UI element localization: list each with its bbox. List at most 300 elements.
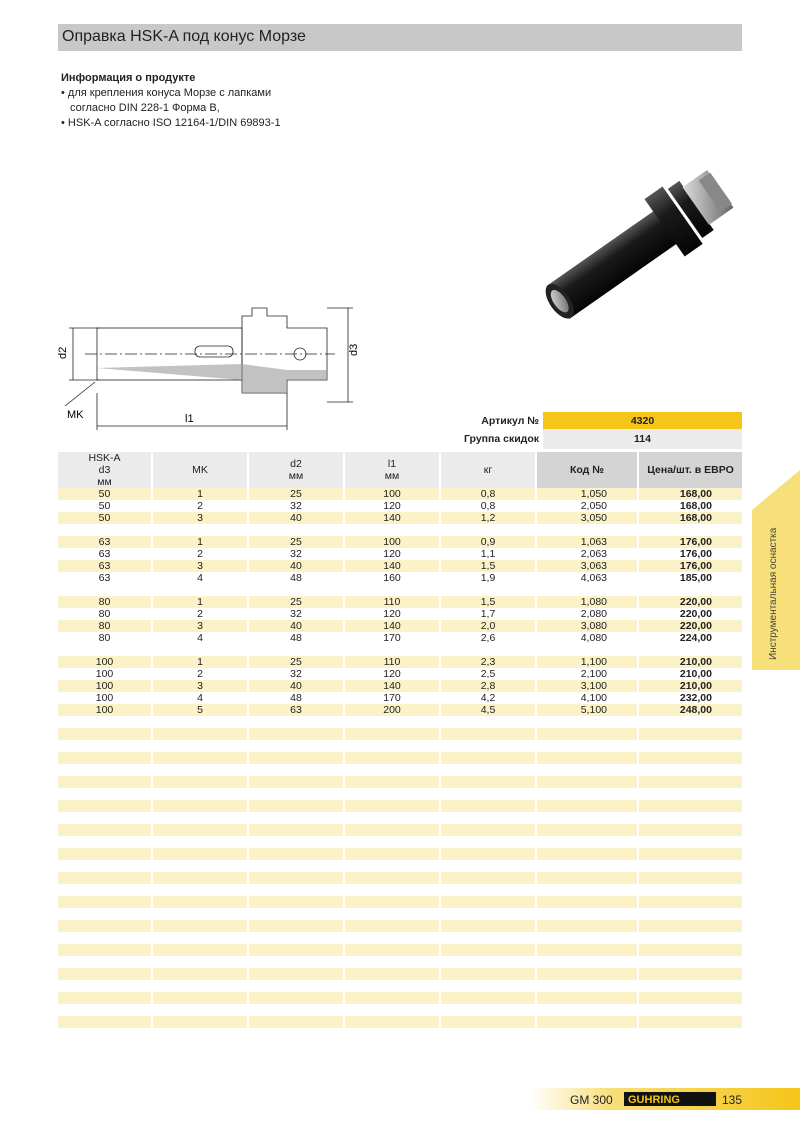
- cell-empty: [638, 884, 742, 896]
- cell-d3: 50: [58, 488, 152, 500]
- cell-empty: [58, 920, 152, 932]
- cell-kg: 1,9: [440, 572, 536, 584]
- cell-empty: [58, 944, 152, 956]
- cell-empty: [248, 944, 344, 956]
- cell-empty: [536, 992, 638, 1004]
- cell-empty: [440, 992, 536, 1004]
- cell-empty: [152, 872, 248, 884]
- cell-empty: [638, 932, 742, 944]
- cell-d2: 40: [248, 620, 344, 632]
- cell-empty: [344, 788, 440, 800]
- cell-empty: [344, 968, 440, 980]
- table-row: [58, 848, 742, 860]
- cell-empty: [344, 836, 440, 848]
- table-row: [58, 728, 742, 740]
- table-row: [58, 740, 742, 752]
- cell-price: 220,00: [638, 608, 742, 620]
- cell-price: 248,00: [638, 704, 742, 716]
- table-row: [58, 572, 742, 584]
- cell-l1: 170: [344, 692, 440, 704]
- cell-empty: [440, 752, 536, 764]
- cell-d2: 25: [248, 488, 344, 500]
- side-tab: [752, 470, 800, 670]
- cell-empty: [152, 824, 248, 836]
- cell-mk: 5: [152, 704, 248, 716]
- cell-empty: [536, 812, 638, 824]
- table-row: [58, 608, 742, 620]
- cell-empty: [248, 836, 344, 848]
- cell-empty: [440, 980, 536, 992]
- table-row: [58, 1016, 742, 1028]
- cell-empty: [536, 872, 638, 884]
- table-row: [58, 872, 742, 884]
- cell-empty: [440, 728, 536, 740]
- table-row: [58, 992, 742, 1004]
- cell-empty: [638, 716, 742, 728]
- cell-empty: [638, 860, 742, 872]
- cell-l1: 140: [344, 680, 440, 692]
- cell-code: 3,080: [536, 620, 638, 632]
- cell-empty: [440, 716, 536, 728]
- cell-code: 1,080: [536, 596, 638, 608]
- cell-empty: [536, 956, 638, 968]
- cell-empty: [536, 836, 638, 848]
- article-block: [440, 412, 742, 449]
- cell-empty: [536, 800, 638, 812]
- title-bar: [58, 24, 742, 51]
- cell-empty: [58, 644, 152, 656]
- cell-empty: [58, 728, 152, 740]
- cell-kg: 2,3: [440, 656, 536, 668]
- cell-empty: [536, 908, 638, 920]
- table-row: [58, 908, 742, 920]
- cell-empty: [152, 956, 248, 968]
- cell-empty: [344, 812, 440, 824]
- brand-logo: GUHRING: [628, 1094, 680, 1106]
- cell-empty: [58, 764, 152, 776]
- cell-d3: 100: [58, 668, 152, 680]
- cell-price: 224,00: [638, 632, 742, 644]
- cell-d3: 100: [58, 704, 152, 716]
- cell-empty: [440, 800, 536, 812]
- cell-empty: [248, 824, 344, 836]
- cell-empty: [248, 848, 344, 860]
- table-row: [58, 560, 742, 572]
- cell-l1: 140: [344, 560, 440, 572]
- table-row: [58, 944, 742, 956]
- cell-empty: [152, 896, 248, 908]
- cell-empty: [536, 752, 638, 764]
- cell-empty: [638, 812, 742, 824]
- spec-table: [58, 452, 742, 1028]
- cell-empty: [638, 740, 742, 752]
- cell-price: 210,00: [638, 656, 742, 668]
- cell-empty: [58, 1004, 152, 1016]
- cell-empty: [248, 776, 344, 788]
- table-row: [58, 1004, 742, 1016]
- table-header: [58, 452, 742, 488]
- cell-empty: [58, 812, 152, 824]
- col-price: Цена/шт. в ЕВРО: [638, 452, 742, 488]
- cell-empty: [440, 944, 536, 956]
- cell-mk: 3: [152, 512, 248, 524]
- cell-empty: [344, 872, 440, 884]
- cell-empty: [58, 740, 152, 752]
- cell-mk: 1: [152, 656, 248, 668]
- cell-kg: 1,1: [440, 548, 536, 560]
- cell-empty: [248, 644, 344, 656]
- cell-empty: [58, 968, 152, 980]
- cell-empty: [536, 764, 638, 776]
- cell-empty: [344, 848, 440, 860]
- table-row: [58, 536, 742, 548]
- col-l1: l1 мм: [344, 452, 440, 488]
- cell-code: 2,063: [536, 548, 638, 560]
- side-tab-label: Инструментальная оснастка: [768, 527, 779, 660]
- cell-d3: 63: [58, 572, 152, 584]
- cell-empty: [58, 980, 152, 992]
- cell-price: 232,00: [638, 692, 742, 704]
- cell-empty: [58, 956, 152, 968]
- info-line: • HSK-A согласно ISO 12164-1/DIN 69893-1: [61, 117, 281, 129]
- cell-empty: [248, 968, 344, 980]
- table-row: [58, 800, 742, 812]
- cell-code: 2,050: [536, 500, 638, 512]
- cell-empty: [344, 932, 440, 944]
- table-row: [58, 644, 742, 656]
- cell-empty: [58, 860, 152, 872]
- cell-l1: 120: [344, 608, 440, 620]
- table-row: [58, 836, 742, 848]
- cell-empty: [536, 848, 638, 860]
- table-row: [58, 632, 742, 644]
- dim-mk: MK: [67, 409, 84, 421]
- cell-empty: [536, 824, 638, 836]
- table-row: [58, 512, 742, 524]
- cell-price: 176,00: [638, 560, 742, 572]
- cell-empty: [152, 980, 248, 992]
- table-row: [58, 824, 742, 836]
- cell-empty: [152, 740, 248, 752]
- cell-empty: [344, 896, 440, 908]
- cell-empty: [638, 992, 742, 1004]
- cell-empty: [248, 1016, 344, 1028]
- cell-empty: [638, 584, 742, 596]
- cell-empty: [344, 752, 440, 764]
- cell-empty: [536, 932, 638, 944]
- cell-empty: [152, 1016, 248, 1028]
- cell-empty: [440, 740, 536, 752]
- cell-code: 1,063: [536, 536, 638, 548]
- cell-empty: [638, 788, 742, 800]
- cell-empty: [536, 716, 638, 728]
- cell-empty: [58, 788, 152, 800]
- cell-empty: [58, 752, 152, 764]
- table-row: [58, 884, 742, 896]
- page-footer: [530, 1088, 800, 1110]
- cell-empty: [344, 716, 440, 728]
- cell-d3: 80: [58, 608, 152, 620]
- cell-code: 4,080: [536, 632, 638, 644]
- cell-d2: 40: [248, 680, 344, 692]
- cell-kg: 0,8: [440, 500, 536, 512]
- table-row: [58, 596, 742, 608]
- cell-d2: 40: [248, 512, 344, 524]
- cell-empty: [58, 1016, 152, 1028]
- cell-price: 220,00: [638, 620, 742, 632]
- col-mk: MK: [152, 452, 248, 488]
- cell-empty: [248, 1004, 344, 1016]
- cell-d2: 40: [248, 560, 344, 572]
- cell-empty: [440, 824, 536, 836]
- cell-empty: [152, 1004, 248, 1016]
- cell-l1: 140: [344, 512, 440, 524]
- cell-mk: 2: [152, 500, 248, 512]
- cell-l1: 170: [344, 632, 440, 644]
- cell-empty: [440, 872, 536, 884]
- info-line: • для крепления конуса Морзе с лапками: [61, 87, 272, 99]
- cell-empty: [58, 836, 152, 848]
- page-number: 135: [722, 1093, 743, 1107]
- product-info: [61, 71, 281, 131]
- table-row: [58, 620, 742, 632]
- cell-kg: 4,5: [440, 704, 536, 716]
- cell-price: 176,00: [638, 536, 742, 548]
- cell-l1: 200: [344, 704, 440, 716]
- cell-d3: 80: [58, 596, 152, 608]
- cell-kg: 1,5: [440, 560, 536, 572]
- cell-empty: [248, 764, 344, 776]
- cell-empty: [248, 920, 344, 932]
- cell-empty: [638, 800, 742, 812]
- cell-mk: 4: [152, 692, 248, 704]
- cell-d3: 100: [58, 692, 152, 704]
- cell-empty: [152, 848, 248, 860]
- cell-empty: [344, 956, 440, 968]
- cell-d2: 48: [248, 632, 344, 644]
- cell-price: 220,00: [638, 596, 742, 608]
- table-row: [58, 704, 742, 716]
- cell-code: 4,063: [536, 572, 638, 584]
- cell-l1: 120: [344, 500, 440, 512]
- cell-empty: [536, 884, 638, 896]
- cell-empty: [638, 956, 742, 968]
- cell-empty: [58, 524, 152, 536]
- article-number: 4320: [543, 412, 742, 429]
- cell-empty: [344, 824, 440, 836]
- cell-empty: [638, 728, 742, 740]
- cell-d2: 25: [248, 536, 344, 548]
- cell-price: 168,00: [638, 500, 742, 512]
- cell-empty: [344, 728, 440, 740]
- cell-empty: [536, 980, 638, 992]
- cell-kg: 0,8: [440, 488, 536, 500]
- col-hsk: HSK-A d3 мм: [58, 452, 152, 488]
- cell-price: 176,00: [638, 548, 742, 560]
- cell-empty: [536, 728, 638, 740]
- cell-empty: [152, 968, 248, 980]
- cell-l1: 120: [344, 668, 440, 680]
- cell-empty: [536, 644, 638, 656]
- cell-empty: [58, 908, 152, 920]
- cell-empty: [536, 584, 638, 596]
- cell-mk: 2: [152, 548, 248, 560]
- cell-empty: [344, 860, 440, 872]
- catalog-code: GM 300: [570, 1093, 613, 1107]
- cell-d3: 100: [58, 656, 152, 668]
- cell-empty: [344, 740, 440, 752]
- cell-l1: 160: [344, 572, 440, 584]
- table-row: [58, 920, 742, 932]
- table-row: [58, 692, 742, 704]
- cell-empty: [58, 872, 152, 884]
- cell-empty: [638, 752, 742, 764]
- cell-price: 168,00: [638, 488, 742, 500]
- cell-empty: [536, 968, 638, 980]
- table-row: [58, 932, 742, 944]
- cell-empty: [440, 1004, 536, 1016]
- cell-mk: 1: [152, 536, 248, 548]
- cell-empty: [638, 824, 742, 836]
- discount-group-value: 114: [543, 429, 742, 449]
- cell-d3: 63: [58, 560, 152, 572]
- cell-empty: [58, 884, 152, 896]
- cell-empty: [152, 836, 248, 848]
- cell-d2: 32: [248, 500, 344, 512]
- table-row: [58, 764, 742, 776]
- cell-d2: 32: [248, 608, 344, 620]
- cell-empty: [248, 872, 344, 884]
- cell-empty: [344, 908, 440, 920]
- cell-empty: [440, 644, 536, 656]
- cell-empty: [440, 524, 536, 536]
- cell-mk: 2: [152, 668, 248, 680]
- cell-empty: [440, 848, 536, 860]
- cell-empty: [440, 920, 536, 932]
- cell-mk: 3: [152, 560, 248, 572]
- cell-kg: 1,5: [440, 596, 536, 608]
- cell-mk: 1: [152, 488, 248, 500]
- cell-empty: [152, 788, 248, 800]
- cell-code: 3,100: [536, 680, 638, 692]
- cell-empty: [152, 932, 248, 944]
- col-kg: кг: [440, 452, 536, 488]
- table-row: [58, 656, 742, 668]
- cell-empty: [638, 764, 742, 776]
- dim-l1: l1: [185, 413, 194, 425]
- table-row: [58, 716, 742, 728]
- cell-d3: 50: [58, 512, 152, 524]
- cell-empty: [638, 980, 742, 992]
- cell-kg: 1,7: [440, 608, 536, 620]
- cell-d3: 80: [58, 632, 152, 644]
- cell-d3: 63: [58, 536, 152, 548]
- table-row: [58, 752, 742, 764]
- cell-empty: [152, 776, 248, 788]
- cell-empty: [344, 1004, 440, 1016]
- table-row: [58, 584, 742, 596]
- cell-empty: [344, 524, 440, 536]
- cell-empty: [638, 776, 742, 788]
- cell-empty: [440, 788, 536, 800]
- cell-empty: [58, 992, 152, 1004]
- discount-group-label: Группа скидок: [464, 433, 539, 445]
- cell-empty: [344, 992, 440, 1004]
- cell-price: 168,00: [638, 512, 742, 524]
- cell-kg: 2,0: [440, 620, 536, 632]
- cell-empty: [344, 1016, 440, 1028]
- technical-drawing: [55, 298, 365, 438]
- cell-empty: [248, 752, 344, 764]
- cell-mk: 1: [152, 596, 248, 608]
- cell-d3: 63: [58, 548, 152, 560]
- cell-empty: [638, 908, 742, 920]
- cell-empty: [344, 644, 440, 656]
- cell-empty: [536, 944, 638, 956]
- cell-empty: [440, 764, 536, 776]
- cell-mk: 4: [152, 572, 248, 584]
- cell-empty: [638, 896, 742, 908]
- cell-mk: 3: [152, 680, 248, 692]
- cell-empty: [638, 968, 742, 980]
- cell-empty: [440, 836, 536, 848]
- cell-code: 4,100: [536, 692, 638, 704]
- cell-code: 3,063: [536, 560, 638, 572]
- cell-empty: [440, 956, 536, 968]
- cell-empty: [58, 896, 152, 908]
- cell-empty: [58, 800, 152, 812]
- cell-empty: [152, 752, 248, 764]
- table-row: [58, 668, 742, 680]
- dim-d3: d3: [348, 343, 360, 356]
- cell-mk: 4: [152, 632, 248, 644]
- cell-empty: [536, 788, 638, 800]
- cell-empty: [344, 944, 440, 956]
- table-row: [58, 860, 742, 872]
- col-code: Код №: [536, 452, 638, 488]
- cell-kg: 0,9: [440, 536, 536, 548]
- cell-empty: [440, 860, 536, 872]
- cell-l1: 110: [344, 656, 440, 668]
- cell-empty: [152, 764, 248, 776]
- cell-empty: [440, 968, 536, 980]
- cell-empty: [536, 860, 638, 872]
- cell-empty: [248, 788, 344, 800]
- table-row: [58, 896, 742, 908]
- cell-empty: [58, 848, 152, 860]
- cell-empty: [58, 932, 152, 944]
- cell-kg: 1,2: [440, 512, 536, 524]
- cell-kg: 4,2: [440, 692, 536, 704]
- cell-empty: [152, 920, 248, 932]
- cell-d2: 63: [248, 704, 344, 716]
- table-row: [58, 500, 742, 512]
- cell-empty: [344, 980, 440, 992]
- cell-d2: 32: [248, 668, 344, 680]
- cell-empty: [152, 716, 248, 728]
- cell-empty: [440, 932, 536, 944]
- cell-empty: [248, 860, 344, 872]
- cell-empty: [248, 740, 344, 752]
- cell-empty: [152, 728, 248, 740]
- cell-empty: [440, 896, 536, 908]
- cell-empty: [152, 884, 248, 896]
- table-row: [58, 956, 742, 968]
- page-title: Оправка HSK-A под конус Морзе: [62, 28, 306, 45]
- cell-empty: [152, 944, 248, 956]
- cell-d2: 32: [248, 548, 344, 560]
- cell-kg: 2,5: [440, 668, 536, 680]
